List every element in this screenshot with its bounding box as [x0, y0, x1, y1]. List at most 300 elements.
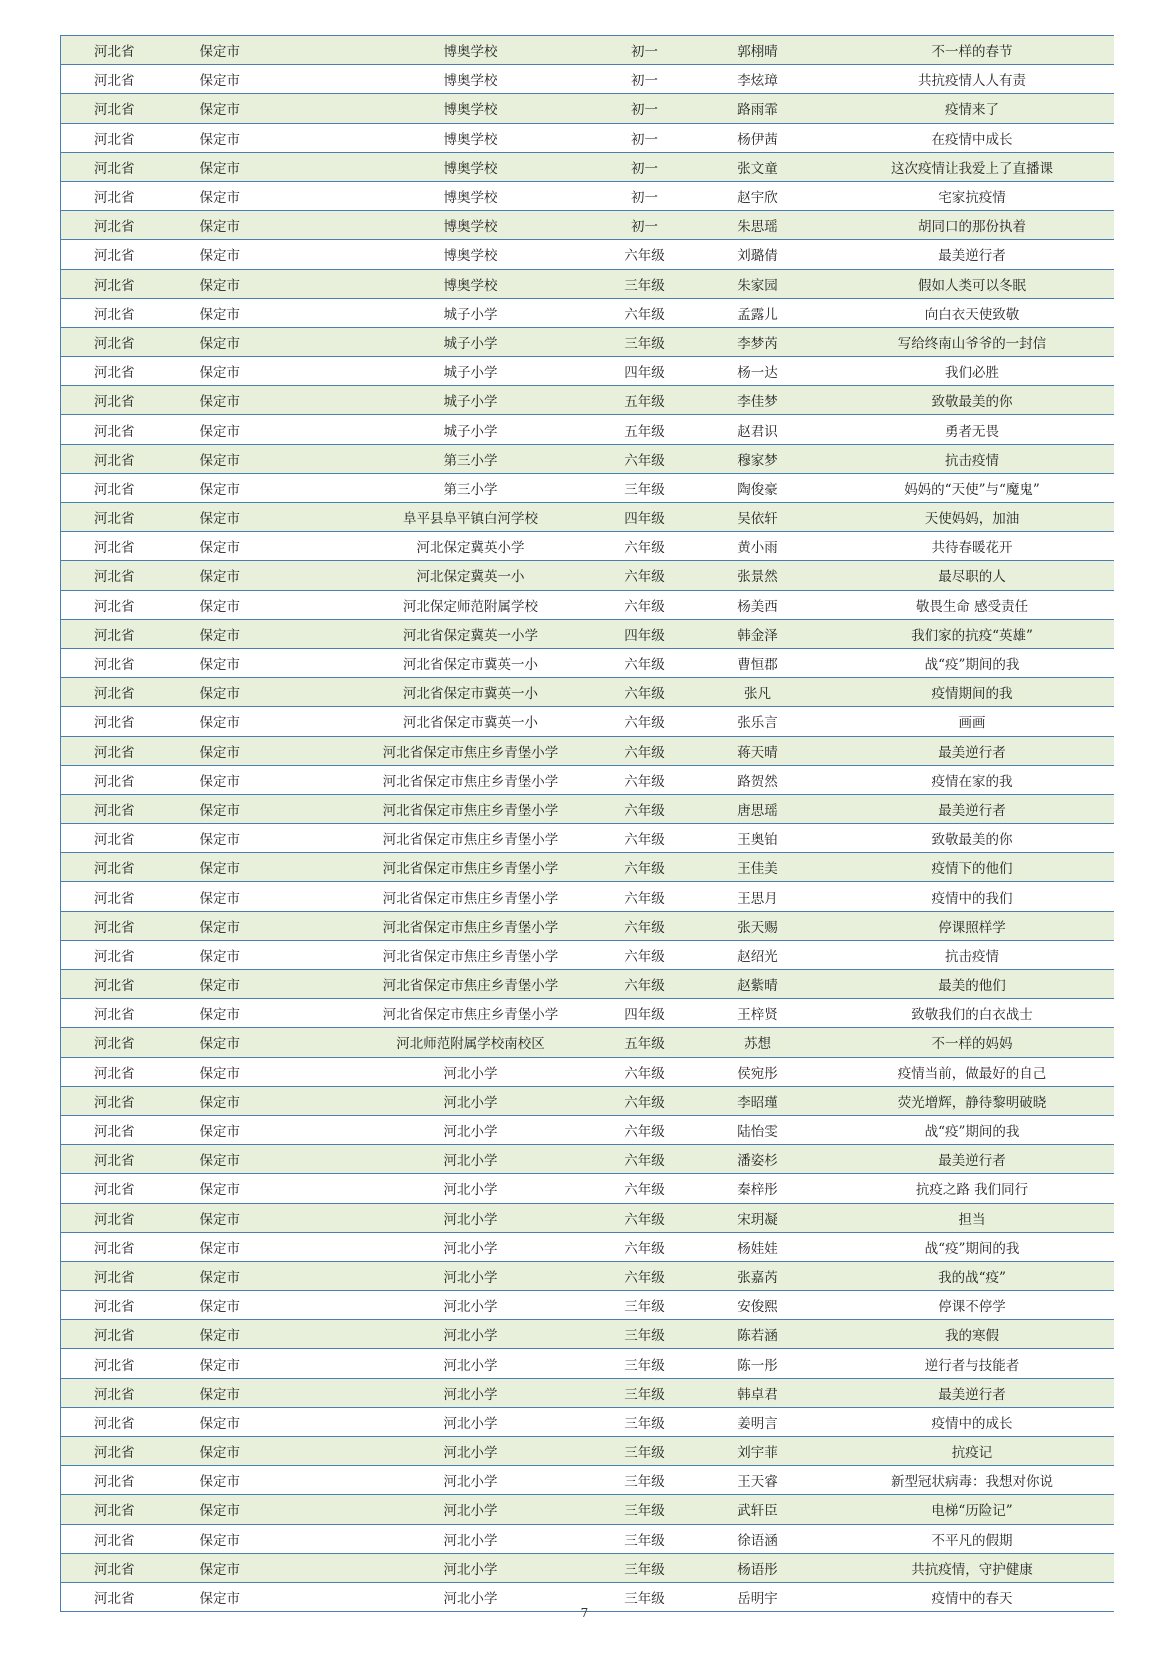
grade-cell: 五年级: [605, 386, 685, 415]
work-title-cell: 疫情当前，做最好的自己: [831, 1057, 1114, 1086]
grade-cell: 三年级: [605, 1495, 685, 1524]
work-title-cell: 不一样的妈妈: [831, 1028, 1114, 1057]
student-name-cell: 王天睿: [685, 1466, 831, 1495]
work-title-cell: 战“疫”期间的我: [831, 648, 1114, 677]
grade-cell: 六年级: [605, 298, 685, 327]
student-name-cell: 杨娃娃: [685, 1232, 831, 1261]
grade-cell: 三年级: [605, 1320, 685, 1349]
city-cell: 保定市: [200, 357, 337, 386]
work-title-cell: 胡同口的那份执着: [831, 211, 1114, 240]
student-name-cell: 路雨霏: [685, 94, 831, 123]
table-row: [61, 415, 1114, 444]
grade-cell: 六年级: [605, 853, 685, 882]
grade-cell: 六年级: [605, 824, 685, 853]
entries-table: [60, 35, 1114, 1612]
work-title-cell: 我的寒假: [831, 1320, 1114, 1349]
table-body: [61, 36, 1114, 1612]
province-cell: 河北省: [61, 240, 200, 269]
province-cell: 河北省: [61, 211, 200, 240]
student-name-cell: 苏想: [685, 1028, 831, 1057]
city-cell: 保定市: [200, 1232, 337, 1261]
work-title-cell: 敬畏生命 感受责任: [831, 590, 1114, 619]
city-cell: 保定市: [200, 678, 337, 707]
table-row: [61, 1261, 1114, 1290]
school-cell: 河北小学: [337, 1437, 605, 1466]
school-cell: 河北保定冀英小学: [337, 532, 605, 561]
city-cell: 保定市: [200, 94, 337, 123]
work-title-cell: 抗击疫情: [831, 444, 1114, 473]
student-name-cell: 陶俊豪: [685, 473, 831, 502]
school-cell: 河北小学: [337, 1582, 605, 1611]
work-title-cell: 共待春暖花开: [831, 532, 1114, 561]
province-cell: 河北省: [61, 824, 200, 853]
student-name-cell: 秦梓彤: [685, 1174, 831, 1203]
school-cell: 河北小学: [337, 1378, 605, 1407]
school-cell: 河北小学: [337, 1291, 605, 1320]
student-name-cell: 王梓贤: [685, 999, 831, 1028]
school-cell: 河北省保定市焦庄乡青堡小学: [337, 970, 605, 999]
student-name-cell: 杨美西: [685, 590, 831, 619]
work-title-cell: 不平凡的假期: [831, 1524, 1114, 1553]
province-cell: 河北省: [61, 1320, 200, 1349]
table-row: [61, 152, 1114, 181]
province-cell: 河北省: [61, 911, 200, 940]
student-name-cell: 蒋天晴: [685, 736, 831, 765]
table-row: [61, 882, 1114, 911]
student-name-cell: 陈一彤: [685, 1349, 831, 1378]
city-cell: 保定市: [200, 911, 337, 940]
work-title-cell: 最尽职的人: [831, 561, 1114, 590]
school-cell: 博奥学校: [337, 65, 605, 94]
grade-cell: 六年级: [605, 765, 685, 794]
student-name-cell: 李佳梦: [685, 386, 831, 415]
work-title-cell: 疫情中的成长: [831, 1407, 1114, 1436]
city-cell: 保定市: [200, 765, 337, 794]
student-name-cell: 孟露儿: [685, 298, 831, 327]
province-cell: 河北省: [61, 386, 200, 415]
school-cell: 河北小学: [337, 1203, 605, 1232]
student-name-cell: 张景然: [685, 561, 831, 590]
province-cell: 河北省: [61, 1057, 200, 1086]
city-cell: 保定市: [200, 415, 337, 444]
grade-cell: 六年级: [605, 444, 685, 473]
province-cell: 河北省: [61, 1203, 200, 1232]
work-title-cell: 向白衣天使致敬: [831, 298, 1114, 327]
table-row: [61, 1232, 1114, 1261]
school-cell: 阜平县阜平镇白河学校: [337, 503, 605, 532]
province-cell: 河北省: [61, 999, 200, 1028]
city-cell: 保定市: [200, 1582, 337, 1611]
work-title-cell: 抗疫记: [831, 1437, 1114, 1466]
province-cell: 河北省: [61, 181, 200, 210]
province-cell: 河北省: [61, 1407, 200, 1436]
table-row: [61, 911, 1114, 940]
grade-cell: 六年级: [605, 707, 685, 736]
grade-cell: 三年级: [605, 269, 685, 298]
city-cell: 保定市: [200, 532, 337, 561]
student-name-cell: 曹恒郡: [685, 648, 831, 677]
student-name-cell: 张凡: [685, 678, 831, 707]
table-row: [61, 473, 1114, 502]
student-name-cell: 宋玥凝: [685, 1203, 831, 1232]
page-number: 7: [580, 1606, 589, 1620]
student-name-cell: 韩卓君: [685, 1378, 831, 1407]
city-cell: 保定市: [200, 211, 337, 240]
table-row: [61, 181, 1114, 210]
school-cell: 河北小学: [337, 1320, 605, 1349]
table-row: [61, 1203, 1114, 1232]
work-title-cell: 致敬我们的白衣战士: [831, 999, 1114, 1028]
city-cell: 保定市: [200, 36, 337, 65]
student-name-cell: 刘宇菲: [685, 1437, 831, 1466]
school-cell: 河北小学: [337, 1407, 605, 1436]
table-row: [61, 1495, 1114, 1524]
city-cell: 保定市: [200, 152, 337, 181]
student-name-cell: 黄小雨: [685, 532, 831, 561]
student-name-cell: 赵绍光: [685, 940, 831, 969]
school-cell: 河北小学: [337, 1466, 605, 1495]
province-cell: 河北省: [61, 269, 200, 298]
work-title-cell: 疫情下的他们: [831, 853, 1114, 882]
city-cell: 保定市: [200, 1145, 337, 1174]
province-cell: 河北省: [61, 1261, 200, 1290]
work-title-cell: 最美逆行者: [831, 736, 1114, 765]
table-row: [61, 648, 1114, 677]
city-cell: 保定市: [200, 298, 337, 327]
province-cell: 河北省: [61, 619, 200, 648]
grade-cell: 六年级: [605, 736, 685, 765]
table-row: [61, 36, 1114, 65]
province-cell: 河北省: [61, 707, 200, 736]
table-row: [61, 327, 1114, 356]
work-title-cell: 疫情在家的我: [831, 765, 1114, 794]
grade-cell: 六年级: [605, 648, 685, 677]
table-row: [61, 590, 1114, 619]
city-cell: 保定市: [200, 619, 337, 648]
province-cell: 河北省: [61, 1291, 200, 1320]
table-row: [61, 211, 1114, 240]
work-title-cell: 抗击疫情: [831, 940, 1114, 969]
city-cell: 保定市: [200, 240, 337, 269]
table-row: [61, 357, 1114, 386]
city-cell: 保定市: [200, 65, 337, 94]
school-cell: 河北省保定市焦庄乡青堡小学: [337, 824, 605, 853]
grade-cell: 六年级: [605, 940, 685, 969]
city-cell: 保定市: [200, 590, 337, 619]
student-name-cell: 赵紫晴: [685, 970, 831, 999]
work-title-cell: 致敬最美的你: [831, 386, 1114, 415]
school-cell: 河北保定冀英一小: [337, 561, 605, 590]
grade-cell: 六年级: [605, 911, 685, 940]
table-row: [61, 1524, 1114, 1553]
school-cell: 河北省保定市焦庄乡青堡小学: [337, 765, 605, 794]
grade-cell: 初一: [605, 36, 685, 65]
province-cell: 河北省: [61, 794, 200, 823]
province-cell: 河北省: [61, 882, 200, 911]
grade-cell: 六年级: [605, 1261, 685, 1290]
table-row: [61, 532, 1114, 561]
school-cell: 河北省保定冀英一小学: [337, 619, 605, 648]
grade-cell: 六年级: [605, 678, 685, 707]
school-cell: 河北小学: [337, 1145, 605, 1174]
work-title-cell: 我们家的抗疫“英雄”: [831, 619, 1114, 648]
city-cell: 保定市: [200, 1349, 337, 1378]
student-name-cell: 李炫璋: [685, 65, 831, 94]
city-cell: 保定市: [200, 327, 337, 356]
city-cell: 保定市: [200, 1086, 337, 1115]
grade-cell: 六年级: [605, 561, 685, 590]
student-name-cell: 王思月: [685, 882, 831, 911]
table-row: [61, 940, 1114, 969]
student-name-cell: 韩金泽: [685, 619, 831, 648]
province-cell: 河北省: [61, 1115, 200, 1144]
city-cell: 保定市: [200, 736, 337, 765]
school-cell: 河北省保定市焦庄乡青堡小学: [337, 999, 605, 1028]
city-cell: 保定市: [200, 561, 337, 590]
province-cell: 河北省: [61, 415, 200, 444]
grade-cell: 初一: [605, 94, 685, 123]
city-cell: 保定市: [200, 1466, 337, 1495]
work-title-cell: 致敬最美的你: [831, 824, 1114, 853]
province-cell: 河北省: [61, 940, 200, 969]
city-cell: 保定市: [200, 1174, 337, 1203]
province-cell: 河北省: [61, 765, 200, 794]
city-cell: 保定市: [200, 853, 337, 882]
school-cell: 河北小学: [337, 1495, 605, 1524]
city-cell: 保定市: [200, 1407, 337, 1436]
grade-cell: 六年级: [605, 1086, 685, 1115]
school-cell: 河北省保定市焦庄乡青堡小学: [337, 882, 605, 911]
school-cell: 河北保定师范附属学校: [337, 590, 605, 619]
grade-cell: 六年级: [605, 1057, 685, 1086]
city-cell: 保定市: [200, 386, 337, 415]
school-cell: 河北小学: [337, 1261, 605, 1290]
grade-cell: 三年级: [605, 1349, 685, 1378]
city-cell: 保定市: [200, 181, 337, 210]
province-cell: 河北省: [61, 1553, 200, 1582]
province-cell: 河北省: [61, 152, 200, 181]
city-cell: 保定市: [200, 707, 337, 736]
grade-cell: 初一: [605, 211, 685, 240]
work-title-cell: 逆行者与技能者: [831, 1349, 1114, 1378]
school-cell: 博奥学校: [337, 152, 605, 181]
table-row: [61, 1378, 1114, 1407]
grade-cell: 三年级: [605, 1466, 685, 1495]
city-cell: 保定市: [200, 940, 337, 969]
table-row: [61, 1115, 1114, 1144]
grade-cell: 初一: [605, 152, 685, 181]
table-row: [61, 65, 1114, 94]
table-row: [61, 1174, 1114, 1203]
student-name-cell: 穆家梦: [685, 444, 831, 473]
school-cell: 博奥学校: [337, 123, 605, 152]
city-cell: 保定市: [200, 999, 337, 1028]
work-title-cell: 假如人类可以冬眠: [831, 269, 1114, 298]
school-cell: 河北小学: [337, 1115, 605, 1144]
table-row: [61, 1145, 1114, 1174]
province-cell: 河北省: [61, 444, 200, 473]
table-row: [61, 1291, 1114, 1320]
work-title-cell: 妈妈的“天使”与“魔鬼”: [831, 473, 1114, 502]
city-cell: 保定市: [200, 269, 337, 298]
grade-cell: 三年级: [605, 473, 685, 502]
school-cell: 城子小学: [337, 386, 605, 415]
city-cell: 保定市: [200, 1378, 337, 1407]
grade-cell: 四年级: [605, 503, 685, 532]
student-name-cell: 张乐言: [685, 707, 831, 736]
work-title-cell: 停课不停学: [831, 1291, 1114, 1320]
city-cell: 保定市: [200, 794, 337, 823]
grade-cell: 三年级: [605, 1524, 685, 1553]
student-name-cell: 安俊熙: [685, 1291, 831, 1320]
grade-cell: 三年级: [605, 1378, 685, 1407]
school-cell: 博奥学校: [337, 36, 605, 65]
school-cell: 河北省保定市焦庄乡青堡小学: [337, 940, 605, 969]
student-name-cell: 杨一达: [685, 357, 831, 386]
province-cell: 河北省: [61, 532, 200, 561]
school-cell: 河北省保定市冀英一小: [337, 707, 605, 736]
province-cell: 河北省: [61, 65, 200, 94]
work-title-cell: 荧光增辉，静待黎明破晓: [831, 1086, 1114, 1115]
table-row: [61, 1553, 1114, 1582]
student-name-cell: 岳明宇: [685, 1582, 831, 1611]
student-name-cell: 陈若涵: [685, 1320, 831, 1349]
city-cell: 保定市: [200, 970, 337, 999]
table-row: [61, 561, 1114, 590]
city-cell: 保定市: [200, 1524, 337, 1553]
work-title-cell: 最美逆行者: [831, 794, 1114, 823]
student-name-cell: 张天赐: [685, 911, 831, 940]
school-cell: 河北省保定市焦庄乡青堡小学: [337, 911, 605, 940]
school-cell: 城子小学: [337, 357, 605, 386]
student-name-cell: 李昭瑾: [685, 1086, 831, 1115]
student-name-cell: 吴依轩: [685, 503, 831, 532]
school-cell: 博奥学校: [337, 181, 605, 210]
table-row: [61, 1057, 1114, 1086]
school-cell: 河北省保定市冀英一小: [337, 678, 605, 707]
city-cell: 保定市: [200, 1291, 337, 1320]
grade-cell: 四年级: [605, 357, 685, 386]
city-cell: 保定市: [200, 1115, 337, 1144]
school-cell: 河北小学: [337, 1086, 605, 1115]
work-title-cell: 画画: [831, 707, 1114, 736]
table-row: [61, 824, 1114, 853]
work-title-cell: 停课照样学: [831, 911, 1114, 940]
table-row: [61, 94, 1114, 123]
school-cell: 河北师范附属学校南校区: [337, 1028, 605, 1057]
table-row: [61, 1320, 1114, 1349]
student-name-cell: 杨语彤: [685, 1553, 831, 1582]
school-cell: 城子小学: [337, 298, 605, 327]
city-cell: 保定市: [200, 882, 337, 911]
table-row: [61, 736, 1114, 765]
student-name-cell: 路贺然: [685, 765, 831, 794]
table-row: [61, 678, 1114, 707]
school-cell: 城子小学: [337, 415, 605, 444]
student-name-cell: 王佳美: [685, 853, 831, 882]
city-cell: 保定市: [200, 123, 337, 152]
province-cell: 河北省: [61, 36, 200, 65]
grade-cell: 三年级: [605, 1582, 685, 1611]
city-cell: 保定市: [200, 1261, 337, 1290]
grade-cell: 三年级: [605, 1407, 685, 1436]
province-cell: 河北省: [61, 1086, 200, 1115]
work-title-cell: 新型冠状病毒：我想对你说: [831, 1466, 1114, 1495]
table-row: [61, 1349, 1114, 1378]
grade-cell: 六年级: [605, 1203, 685, 1232]
school-cell: 河北省保定市焦庄乡青堡小学: [337, 736, 605, 765]
student-name-cell: 李梦芮: [685, 327, 831, 356]
city-cell: 保定市: [200, 1203, 337, 1232]
school-cell: 第三小学: [337, 473, 605, 502]
table-row: [61, 269, 1114, 298]
work-title-cell: 电梯“历险记”: [831, 1495, 1114, 1524]
work-title-cell: 最美的他们: [831, 970, 1114, 999]
province-cell: 河北省: [61, 736, 200, 765]
grade-cell: 四年级: [605, 999, 685, 1028]
province-cell: 河北省: [61, 1466, 200, 1495]
grade-cell: 五年级: [605, 1028, 685, 1057]
work-title-cell: 疫情期间的我: [831, 678, 1114, 707]
student-name-cell: 张文童: [685, 152, 831, 181]
grade-cell: 六年级: [605, 1115, 685, 1144]
province-cell: 河北省: [61, 590, 200, 619]
work-title-cell: 疫情中的春天: [831, 1582, 1114, 1611]
school-cell: 河北小学: [337, 1174, 605, 1203]
province-cell: 河北省: [61, 1582, 200, 1611]
student-name-cell: 陆怡雯: [685, 1115, 831, 1144]
work-title-cell: 我的战“疫”: [831, 1261, 1114, 1290]
grade-cell: 五年级: [605, 415, 685, 444]
student-name-cell: 朱家园: [685, 269, 831, 298]
work-title-cell: 最美逆行者: [831, 1378, 1114, 1407]
student-name-cell: 赵君识: [685, 415, 831, 444]
work-title-cell: 担当: [831, 1203, 1114, 1232]
student-name-cell: 张嘉芮: [685, 1261, 831, 1290]
table-row: [61, 386, 1114, 415]
grade-cell: 初一: [605, 123, 685, 152]
city-cell: 保定市: [200, 444, 337, 473]
province-cell: 河北省: [61, 1378, 200, 1407]
school-cell: 博奥学校: [337, 269, 605, 298]
province-cell: 河北省: [61, 1349, 200, 1378]
school-cell: 河北省保定市焦庄乡青堡小学: [337, 794, 605, 823]
table-row: [61, 765, 1114, 794]
work-title-cell: 勇者无畏: [831, 415, 1114, 444]
grade-cell: 六年级: [605, 240, 685, 269]
school-cell: 河北省保定市焦庄乡青堡小学: [337, 853, 605, 882]
city-cell: 保定市: [200, 473, 337, 502]
work-title-cell: 疫情来了: [831, 94, 1114, 123]
grade-cell: 六年级: [605, 1232, 685, 1261]
province-cell: 河北省: [61, 298, 200, 327]
school-cell: 河北小学: [337, 1524, 605, 1553]
city-cell: 保定市: [200, 1320, 337, 1349]
school-cell: 第三小学: [337, 444, 605, 473]
work-title-cell: 最美逆行者: [831, 240, 1114, 269]
province-cell: 河北省: [61, 678, 200, 707]
school-cell: 河北小学: [337, 1232, 605, 1261]
province-cell: 河北省: [61, 123, 200, 152]
student-name-cell: 姜明言: [685, 1407, 831, 1436]
school-cell: 河北省保定市冀英一小: [337, 648, 605, 677]
work-title-cell: 宅家抗疫情: [831, 181, 1114, 210]
province-cell: 河北省: [61, 503, 200, 532]
grade-cell: 三年级: [605, 1553, 685, 1582]
school-cell: 河北小学: [337, 1057, 605, 1086]
student-name-cell: 潘姿杉: [685, 1145, 831, 1174]
work-title-cell: 疫情中的我们: [831, 882, 1114, 911]
